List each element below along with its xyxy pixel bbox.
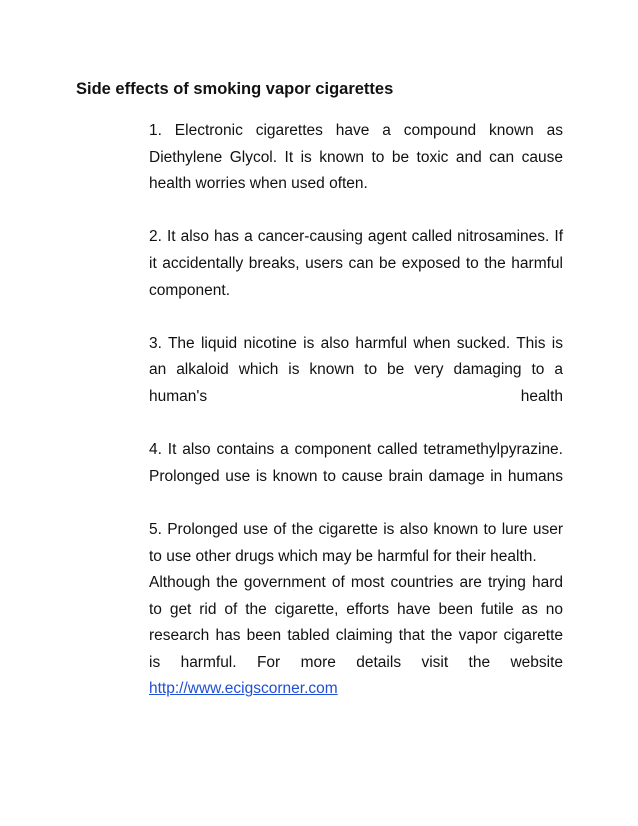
list-item-2: 2. It also has a cancer-causing agent called nitrosamines. If it accidentally breaks, users can be exposed to the harmful component.: [149, 228, 563, 299]
list-item-1: 1. Electronic cigarettes have a compound known as Diethylene Glycol. It is known to be toxic and can cause health worries when used often.: [149, 122, 563, 193]
document-title: Side effects of smoking vapor cigarettes: [76, 80, 394, 98]
list-item-3: 3. The liquid nicotine is also harmful when sucked. This is an alkaloid which is known to be very damaging to a human's health: [149, 334, 563, 405]
list-item-5: 5. Prolonged use of the cigarette is also known to lure user to use other drugs which may be harmful for their health.: [149, 520, 563, 565]
list-item-4: 4. It also contains a component called tetramethylpyrazine. Prolonged use is known to cause brain damage in humans: [149, 441, 563, 485]
document-body: [149, 118, 563, 703]
closing-paragraph: [149, 570, 563, 703]
closing-text: Although the government of most countries are trying hard to get rid of the cigarette, efforts have been futile as no research has been tabled claiming that the vapor cigarette is harmful. For more details visit the website: [149, 574, 563, 671]
website-link[interactable]: http://www.ecigscorner.com: [149, 680, 338, 698]
